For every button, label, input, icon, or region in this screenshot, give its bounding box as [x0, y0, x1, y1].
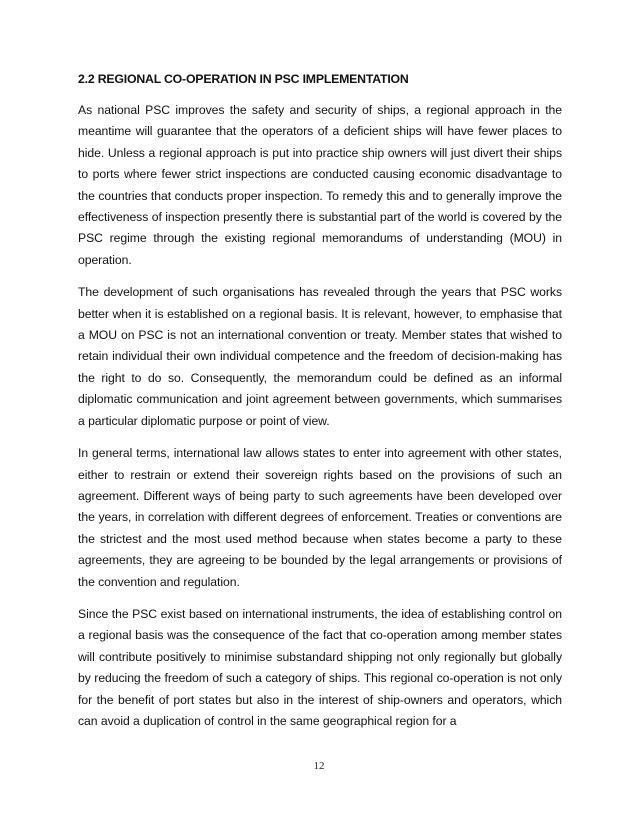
page-content: [78, 70, 562, 743]
page-number: 12: [313, 760, 325, 772]
paragraph-1: As national PSC improves the safety and security of ships, a regional approach in the meantime will guarantee that the operators of a deficient ships will have fewer places to hide. Unless a regional approach is put into practice ship owners will just divert their ships to ports where fewer strict inspections are conducted causing economic disadvantage to the countries that conducts proper inspection. To remedy this and to generally improve the effectiveness of inspection presently there is substantial part of the world is covered by the PSC regime through the existing regional memorandums of understanding (MOU) in operation.: [78, 103, 562, 267]
section-heading: 2.2 REGIONAL CO-OPERATION IN PSC IMPLEMENTATION: [78, 72, 409, 86]
paragraph-4: Since the PSC exist based on international instruments, the idea of establishing control on a regional basis was the consequence of the fact that co-operation among member states will contribute positively to minimise substandard shipping not only regionally but globally by reducing the freedom of such a category of ships. This regional co-operation is not only for the benefit of port states but also in the interest of ship-owners and operators, which can avoid a duplication of control in the same geographical region for a: [78, 606, 562, 728]
paragraph-3: In general terms, international law allows states to enter into agreement with other states, either to restrain or extend their sovereign rights based on the provisions of such an agreement. Different ways of being party to such agreements have been developed over the years, in correlation with different degrees of enforcement. Treaties or conventions are the strictest and the most used method because when states become a party to these agreements, they are agreeing to be bounded by the legal arrangements or provisions of the convention and regulation.: [78, 446, 562, 589]
paragraph-2: The development of such organisations has revealed through the years that PSC works better when it is established on a regional basis. It is relevant, however, to emphasise that a MOU on PSC is not an international convention or treaty. Member states that wished to retain individual their own individual competence and the freedom of decision-making has the right to do so. Consequently, the memorandum could be defined as an informal diplomatic communication and joint agreement between governments, which summarises a particular diplomatic purpose or point of view.: [78, 285, 562, 428]
